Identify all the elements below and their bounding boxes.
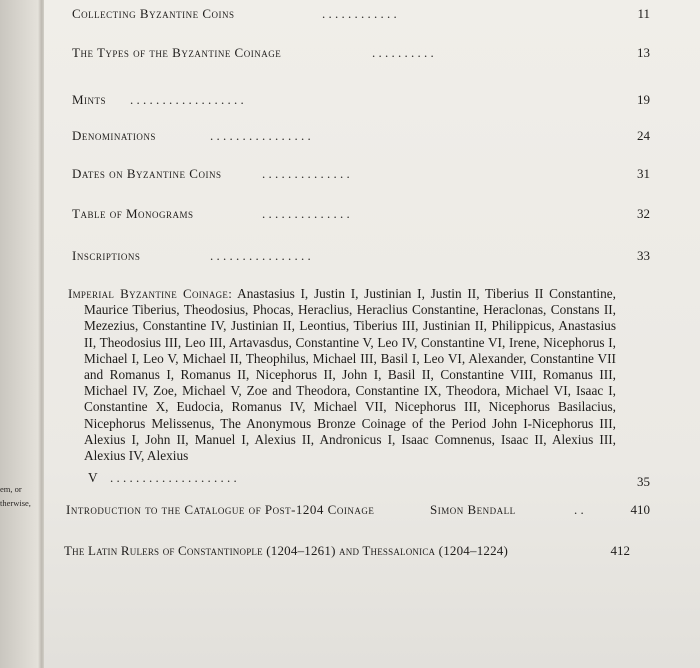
page-number: 19 xyxy=(637,92,650,107)
facing-page-text: therwise, xyxy=(0,498,31,508)
toc-title: Introduction to the Catalogue of Post-1204 Coinage xyxy=(66,502,375,517)
page-number: 412 xyxy=(610,543,630,558)
toc-author: Simon Bendall xyxy=(430,502,516,517)
page-number: 11 xyxy=(637,6,650,21)
toc-entry-post-1204[interactable] xyxy=(66,502,650,524)
page-number: 24 xyxy=(637,128,650,143)
imperial-coinage-last-line xyxy=(88,470,650,488)
page-number: 32 xyxy=(637,206,650,221)
page-number: 35 xyxy=(637,474,650,489)
page-number: 410 xyxy=(630,502,650,517)
toc-title: Mints xyxy=(72,92,107,107)
toc-title: Collecting Byzantine Coins xyxy=(72,6,235,21)
toc-title: Inscriptions xyxy=(72,248,141,263)
facing-page-edge xyxy=(0,0,38,668)
toc-title: Imperial Byzantine Coinage: xyxy=(68,286,233,301)
leader-dots: . . . . . . . . . . . . . . . . xyxy=(210,248,311,263)
page-number: 31 xyxy=(637,166,650,181)
ruler-list: Anastasius I, Justin I, Justinian I, Justin II, Tiberius II Constantine, Maurice Tiberius, Theodosius, Phocas, Heraclius, Heraclius Constantine, Heraclonas, Constans II, Mezezius, Constantine IV, Justinian II, Leontius, Tiberius III, Justinian II, Philippicus, Anastasius II, Theodosius III, Leo III, Artavasdus, Constantine V, Leo IV, Constantine VI, Irene, Nicephorus I, Michael I, Leo V, Michael II, Theophilus, Michael III, Basil I, Leo VI, Alexander, Constantine VII and Romanus I, Romanus II, Nicephorus II, John I, Basil II, Constantine VIII, Romanus III, Michael IV, Zoe, Michael V, Zoe and Theodora, Constantine IX, Theodora, Michael VI, Isaac I, Constantine X, Eudocia, Romanus IV, Michael VII, Nicephorus III, Nicephorus Basilacius, Nicephorus Melissenus, The Anonymous Bronze Coinage of the Period John I-Nicephorus III, Alexius I, John II, Manuel I, Alexius II, Andronicus I, Isaac Comnenus, Isaac II, Alexius III, Alexius IV, Alexius xyxy=(84,286,616,464)
page-number: 13 xyxy=(637,45,650,60)
leader-dots: . . . . . . . . . . xyxy=(372,45,434,60)
toc-entry-mints[interactable] xyxy=(72,92,650,114)
imperial-coinage-text xyxy=(68,286,616,464)
toc-title: Dates on Byzantine Coins xyxy=(72,166,222,181)
toc-title: The Latin Rulers of Constantinople (1204–1261) and Thessalonica (1204–1224) xyxy=(64,543,509,558)
toc-entry-dates[interactable] xyxy=(72,166,650,188)
toc-entry-types[interactable] xyxy=(72,45,650,67)
leader-dots: . . . . . . . . . . . . . . . . . . . . xyxy=(110,470,237,485)
facing-page-text: em, or xyxy=(0,484,22,494)
page-number: 33 xyxy=(637,248,650,263)
toc-entry-collecting[interactable] xyxy=(72,6,650,28)
toc-entry-denominations[interactable] xyxy=(72,128,650,150)
leader-dots: . . . . . . . . . . . . . . xyxy=(262,206,350,221)
toc-title: Table of Monograms xyxy=(72,206,194,221)
contents-page xyxy=(44,0,700,668)
leader-dots: . . . . . . . . . . . . . . . . . . xyxy=(130,92,244,107)
toc-entry-inscriptions[interactable] xyxy=(72,248,650,270)
toc-entry-imperial-coinage[interactable] xyxy=(68,286,616,464)
toc-entry-latin-rulers[interactable] xyxy=(64,543,630,565)
toc-title: Denominations xyxy=(72,128,156,143)
leader-dots: . . . . . . . . . . . . . . xyxy=(262,166,350,181)
leader-dots: . . xyxy=(574,502,584,517)
toc-title: The Types of the Byzantine Coinage xyxy=(72,45,282,60)
ruler-list-end: V xyxy=(88,470,98,485)
leader-dots: . . . . . . . . . . . . xyxy=(322,6,397,21)
leader-dots: . . . . . . . . . . . . . . . . xyxy=(210,128,311,143)
toc-entry-monograms[interactable] xyxy=(72,206,650,228)
